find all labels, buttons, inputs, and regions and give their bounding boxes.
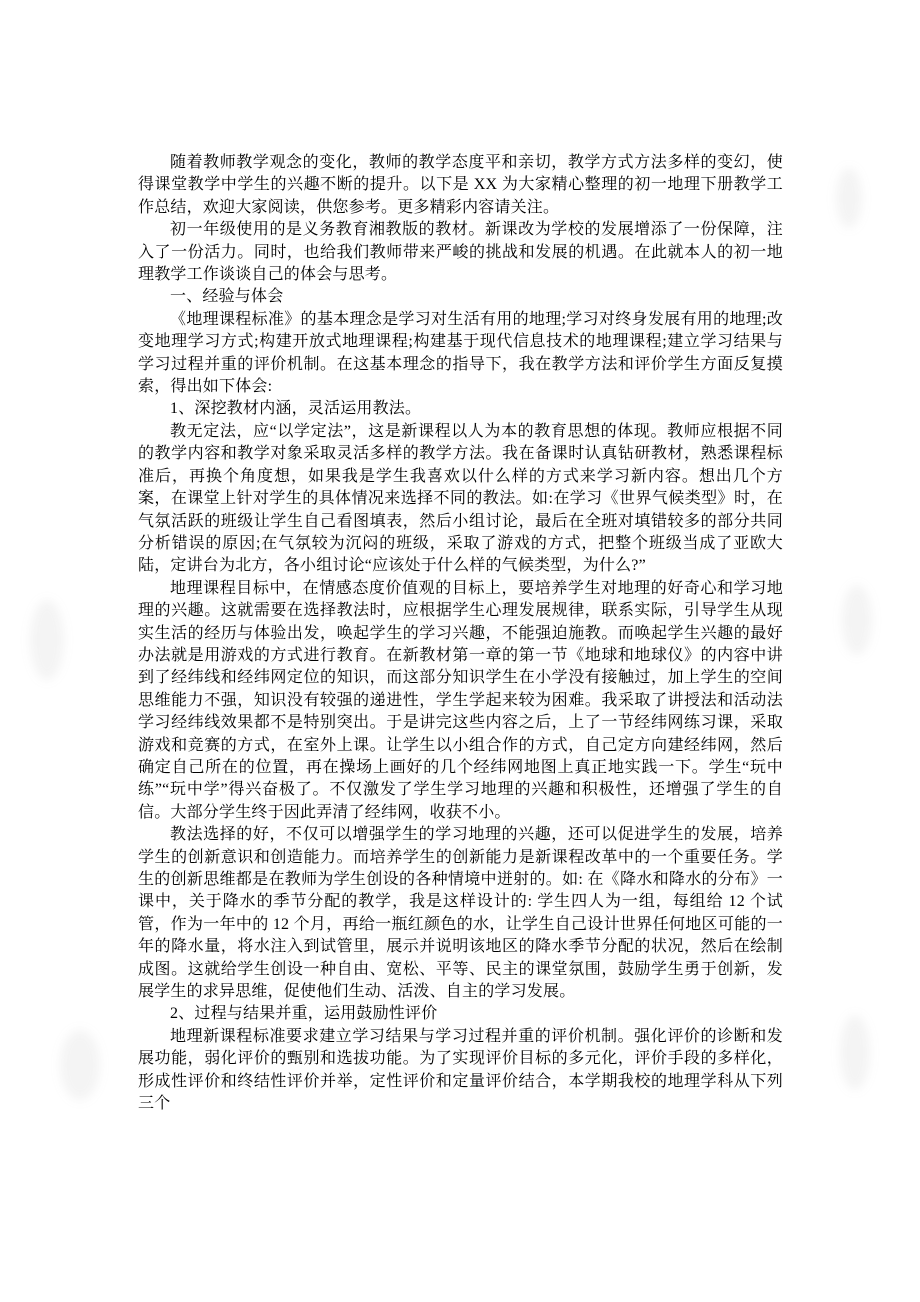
watermark-smudge (30, 600, 64, 680)
document-text (138, 152, 783, 1115)
paragraph-intro: 随着教师教学观念的变化，教师的教学态度平和亲切，教学方式方法多样的变幻，使得课堂教学中学生的兴趣不断的提升。以下是 XX 为大家精心整理的初一地理下册教学工作总结，欢迎大家阅读，供您参考。更多精彩内容请关注。 (138, 154, 783, 216)
section-heading-1: 一、经验与体会 (170, 288, 284, 306)
paragraph-evaluation: 地理新课程标准要求建立学习结果与学习过程并重的评价机制。强化评价的诊断和发展功能，弱化评价的甄别和选拔功能。为了实现评价目标的多元化，评价手段的多样化，形成性评价和终结性评价并举，定性评价和定量评价结合，本学期我校的地理学科从下列三个 (138, 1027, 783, 1113)
watermark-smudge (836, 168, 862, 228)
subsection-heading-1: 1、深挖教材内涵，灵活运用教法。 (170, 400, 422, 418)
watermark-smudge (60, 1030, 100, 1100)
paragraph-teaching-method: 教无定法，应“以学定法”，这是新课程以人为本的教育思想的体现。教师应根据不同的教学内容和教学对象采取灵活多样的教学方法。我在备课时认真钻研教材，熟悉课程标准后，再换个角度想，如果我是学生我喜欢以什么样的方式来学习新内容。想出几个方案，在课堂上针对学生的具体情况来选择不同的教法。如:在学习《世界气候类型》时，在气氛活跃的班级让学生自己看图填表，然后小组讨论，最后在全班对填错较多的部分共同分析错误的原因;在气氛较为沉闷的班级，采取了游戏的方式，把整个班级当成了亚欧大陆，定讲台为北方，各小组讨论“应该处于什么样的气候类型，为什么?” (138, 422, 783, 575)
subsection-heading-2: 2、过程与结果并重，运用鼓励性评价 (170, 1005, 438, 1023)
watermark-smudge (842, 585, 872, 655)
paragraph-overview: 初一年级使用的是义务教育湘教版的教材。新课改为学校的发展增添了一份保障，注入了一份活力。同时，也给我们教师带来严峻的挑战和发展的机遇。在此就本人的初一地理教学工作谈谈自己的体会与思考。 (138, 221, 783, 284)
paragraph-curriculum-goal: 地理课程目标中，在情感态度价值观的目标上，要培养学生对地理的好奇心和学习地理的兴趣。这就需要在选择教法时，应根据学生心理发展规律，联系实际，引导学生从现实生活的经历与体验出发，唤起学生的学习兴趣，不能强迫施教。而唤起学生兴趣的最好办法就是用游戏的方式进行教育。在新教材第一章的第一节《地球和地球仪》的内容中讲到了经纬线和经纬网定位的知识，而这部分知识学生在小学没有接触过，加上学生的空间思维能力不强，知识没有较强的递进性，学生学起来较为困难。我采取了讲授法和活动法学习经纬线效果都不是特别突出。于是讲完这些内容之后，上了一节经纬网练习课，采取游戏和竞赛的方式，在室外上课。让学生以小组合作的方式，自己定方向建经纬网，然后确定自己所在的位置，再在操场上画好的几个经纬网地图上真正地实践一下。学生“玩中练”“玩中学”得兴奋极了。不仅激发了学生学习地理的兴趣和积极性，还增强了学生的自信。大部分学生终于因此弄清了经纬网，收获不小。 (138, 579, 783, 821)
paragraph-standards: 《地理课程标准》的基本理念是学习对生活有用的地理;学习对终身发展有用的地理;改变地理学习方式;构建开放式地理课程;构建基于现代信息技术的地理课程;建立学习结果与学习过程并重的评价机制。在这基本理念的指导下，我在教学方法和评价学生方面反复摸索，得出如下体会: (138, 310, 783, 396)
paragraph-innovation: 教法选择的好，不仅可以增强学生的学习地理的兴趣，还可以促进学生的发展，培养学生的创新意识和创造能力。而培养学生的创新能力是新课程改革中的一个重要任务。学生的创新思维都是在教师为学生创设的各种情境中迸射的。如: 在《降水和降水的分布》一课中，关于降水的季节分配的教学，我是这样设计的: 学生四人为一组，每组给 12 个试管，作为一年中的 12 个月，再给一瓶红颜色的水，让学生自己设计世界任何地区可能的一年的降水量，将水注入到试管里，展示并说明该地区的降水季节分配的状况，然后在绘制成图。这就给学生创设一种自由、宽松、平等、民主的课堂氛围，鼓励学生勇于创新，发展学生的求异思维，促使他们生动、活泼、自主的学习发展。 (138, 826, 783, 1001)
watermark-smudge (840, 1015, 870, 1090)
